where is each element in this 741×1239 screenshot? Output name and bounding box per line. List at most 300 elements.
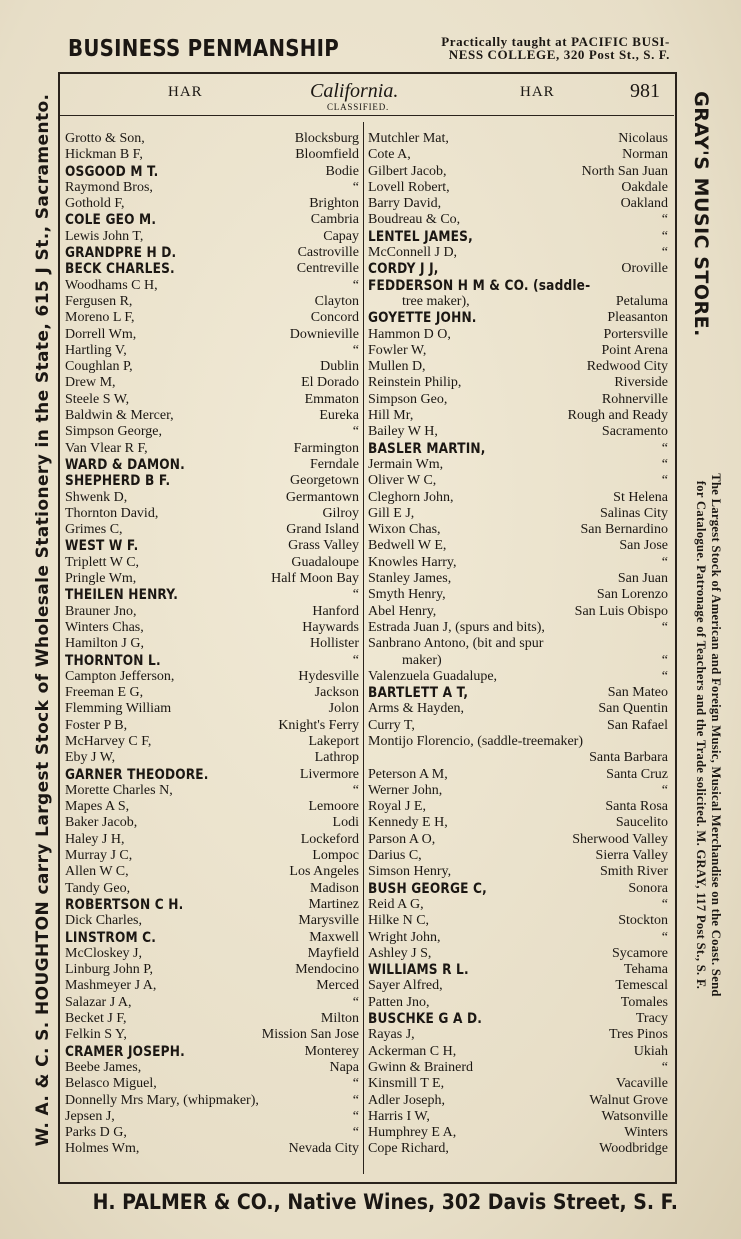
entry-place: Tehama	[623, 962, 668, 978]
directory-entry	[368, 815, 668, 831]
entry-place: Marysville	[298, 913, 359, 929]
entry-place: Dublin	[320, 359, 359, 375]
directory-entry	[368, 1109, 668, 1125]
directory-entry	[368, 995, 668, 1011]
entry-place: Lompoc	[312, 848, 359, 864]
directory-entry	[368, 359, 668, 375]
directory-entry	[368, 212, 668, 228]
directory-entry	[65, 946, 359, 962]
running-head-subtitle: CLASSIFIED.	[327, 102, 390, 112]
entry-name: BASLER MARTIN,	[368, 440, 486, 457]
entry-name: Reid A G,	[368, 896, 424, 912]
entry-name: Patten Jno,	[368, 994, 430, 1010]
entry-name: McCloskey J,	[65, 945, 142, 961]
entry-name: Freeman E G,	[65, 685, 144, 701]
entry-place: Sonora	[628, 880, 668, 896]
entry-name: Hilke N C,	[368, 913, 430, 929]
directory-entry	[368, 1044, 668, 1060]
directory-entry	[65, 767, 359, 783]
entry-place: Georgetown	[290, 473, 359, 489]
entry-place: Sycamore	[612, 945, 668, 961]
entry-place: Nicolaus	[618, 131, 668, 146]
directory-entry	[65, 897, 359, 913]
entry-place: Santa Barbara	[589, 750, 668, 766]
entry-name: Salazar J A,	[65, 994, 132, 1010]
directory-entry	[65, 832, 359, 848]
directory-entry	[368, 783, 668, 799]
entry-place: Mayfield	[307, 945, 359, 961]
directory-entry	[368, 897, 668, 913]
directory-entry	[368, 424, 668, 440]
directory-entry	[368, 522, 668, 538]
entry-place: Ferndale	[310, 456, 359, 472]
entry-place: Walnut Grove	[589, 1092, 668, 1108]
directory-entry	[65, 490, 359, 506]
entry-name: maker)	[402, 652, 442, 668]
entry-name: Reinstein Philip,	[368, 375, 462, 391]
left-side-advertisement: W. A. & C. S. HOUGHTON carry Largest Stock of Wholesale Stationery in the State, 615 J St., Sacramento.	[33, 93, 53, 1147]
entry-name: Wright John,	[368, 929, 441, 945]
entry-place: “	[352, 1108, 359, 1124]
entry-place: “	[661, 212, 668, 228]
directory-entry	[65, 864, 359, 880]
entry-name: Mapes A S,	[65, 799, 130, 815]
entry-name: Eby J W,	[65, 750, 116, 766]
entry-place: “	[661, 619, 668, 635]
directory-entry	[368, 1011, 668, 1027]
entry-place: Watsonville	[601, 1108, 668, 1124]
directory-entry	[368, 767, 668, 783]
entry-name: Smyth Henry,	[368, 587, 446, 603]
entry-name: Royal J E,	[368, 799, 426, 815]
directory-entry	[368, 930, 668, 946]
directory-entry	[65, 180, 359, 196]
directory-entry	[65, 278, 359, 294]
entry-place: San Quentin	[598, 701, 668, 717]
directory-entry	[368, 147, 668, 163]
entry-name: THEILEN HENRY.	[65, 587, 179, 604]
entry-name: Hamilton J G,	[65, 636, 144, 652]
entry-name: Darius C,	[368, 848, 422, 864]
entry-place: Napa	[329, 1059, 359, 1075]
right-side-ad-headline: GRAY'S MUSIC STORE.	[690, 91, 712, 337]
running-head	[60, 80, 672, 114]
directory-entry	[65, 1141, 359, 1157]
entry-name: Thornton David,	[65, 505, 159, 521]
directory-entry	[65, 734, 359, 750]
entry-name: Drew M,	[65, 375, 116, 391]
directory-entry	[65, 441, 359, 457]
entry-name: Gwinn & Brainerd	[368, 1059, 473, 1075]
page-number: 981	[630, 80, 660, 102]
entry-place: San Juan	[617, 571, 668, 587]
right-side-ad-line-2: for Catalogue. Patronage of Teachers and the Trade solicited. M. GRAY, 117 Post St., S. F.	[694, 480, 708, 990]
entry-place: Pleasanton	[607, 310, 668, 326]
directory-entry	[65, 164, 359, 180]
directory-entry	[368, 131, 668, 147]
right-column	[368, 131, 668, 1158]
entry-place: Monterey	[304, 1043, 359, 1059]
entry-place: “	[661, 1059, 668, 1075]
entry-name: Foster P B,	[65, 717, 128, 733]
column-divider	[363, 122, 364, 1174]
directory-entry	[368, 587, 668, 603]
entry-place: “	[352, 1076, 359, 1092]
entry-place: “	[352, 342, 359, 358]
entry-name: Gilbert Jacob,	[368, 163, 447, 179]
entry-place: “	[661, 456, 668, 472]
entry-place: Lockeford	[300, 831, 359, 847]
right-border-rule	[675, 72, 677, 1184]
running-head-title: California.	[310, 80, 399, 102]
running-head-right: HAR	[520, 84, 555, 100]
top-ad-line-1: Practically taught at PACIFIC BUSI-	[441, 34, 670, 49]
directory-entry	[65, 424, 359, 440]
entry-place: Rohnerville	[601, 391, 668, 407]
directory-entry	[65, 587, 359, 603]
entry-place: “	[352, 782, 359, 798]
top-ad-text	[340, 35, 670, 61]
entry-name: OSGOOD M T.	[65, 163, 159, 180]
directory-entry	[368, 196, 668, 212]
entry-place: San Jose	[619, 538, 668, 554]
entry-place: Winters	[624, 1125, 668, 1141]
entry-name: Simson Henry,	[368, 864, 452, 880]
entry-name: Baker Jacob,	[65, 815, 138, 831]
entry-name: Van Vlear R F,	[65, 440, 148, 456]
directory-entry	[368, 799, 668, 815]
entry-name: Cote A,	[368, 147, 411, 163]
directory-entry	[368, 832, 668, 848]
entry-place: Milton	[320, 1011, 359, 1027]
directory-entry	[368, 457, 668, 473]
entry-place: Farmington	[293, 440, 359, 456]
entry-place: Petaluma	[615, 293, 668, 309]
directory-entry	[65, 457, 359, 473]
entry-place: Oakdale	[621, 179, 668, 195]
entry-place: “	[661, 440, 668, 456]
entry-place: Smith River	[599, 864, 668, 880]
entry-place: Bloomfield	[295, 147, 359, 163]
directory-entry	[65, 620, 359, 636]
directory-entry	[368, 310, 668, 326]
directory-entry	[368, 392, 668, 408]
entry-place: Lodi	[332, 815, 359, 831]
entry-place: Santa Rosa	[605, 799, 668, 815]
entry-place: Redwood City	[586, 359, 668, 375]
entry-place: Sacramento	[601, 424, 668, 440]
entry-name: Baldwin & Mercer,	[65, 408, 174, 424]
directory-entry	[65, 701, 359, 717]
entry-place: Nevada City	[288, 1141, 359, 1157]
entry-place: Salinas City	[599, 505, 668, 521]
entry-name: WEST W F.	[65, 538, 139, 555]
directory-entry	[65, 978, 359, 994]
entry-name: Kennedy E H,	[368, 815, 448, 831]
directory-entry	[368, 636, 668, 652]
directory-entry	[368, 506, 668, 522]
entry-place: Concord	[310, 310, 359, 326]
entry-place: El Dorado	[301, 375, 359, 391]
directory-entry	[65, 1093, 359, 1109]
entry-place: “	[661, 929, 668, 945]
entry-name: Ashley J S,	[368, 945, 432, 961]
entry-name: Sayer Alfred,	[368, 978, 443, 994]
entry-name: Boudreau & Co,	[368, 212, 461, 228]
entry-name: Mashmeyer J A,	[65, 978, 157, 994]
entry-name: Hill Mr,	[368, 408, 414, 424]
directory-entry	[65, 310, 359, 326]
entry-name: BUSCHKE G A D.	[368, 1011, 483, 1028]
entry-name: Triplett W C,	[65, 554, 140, 570]
directory-entry	[65, 1125, 359, 1141]
directory-entry	[368, 408, 668, 424]
entry-name: Simpson George,	[65, 424, 162, 440]
entry-name: Hammon D O,	[368, 326, 451, 342]
entry-place: Stockton	[618, 913, 668, 929]
entry-place: Rough and Ready	[567, 408, 668, 424]
directory-entry	[65, 506, 359, 522]
entry-name: Woodhams C H,	[65, 277, 158, 293]
entry-place: Grand Island	[286, 522, 359, 538]
running-head-left: HAR	[168, 84, 203, 100]
entry-place: Saucelito	[615, 815, 668, 831]
directory-entry	[65, 1060, 359, 1076]
entry-place: Gilroy	[322, 505, 359, 521]
entry-place: “	[352, 1125, 359, 1141]
entry-name: WILLIAMS R L.	[368, 962, 469, 979]
directory-entry	[65, 1044, 359, 1060]
directory-entry	[65, 930, 359, 946]
entry-place: Portersville	[603, 326, 668, 342]
entry-name: GARNER THEODORE.	[65, 766, 209, 783]
entry-place: Tomales	[620, 994, 668, 1010]
entry-place: Brighton	[309, 196, 359, 212]
entry-place: Grass Valley	[288, 538, 359, 554]
entry-place: Capay	[323, 228, 359, 244]
entry-name: Bailey W H,	[368, 424, 438, 440]
directory-entry	[65, 245, 359, 261]
entry-name: Montijo Florencio, (saddle-treemaker)	[368, 733, 583, 749]
entry-name: Tandy Geo,	[65, 880, 131, 896]
entry-name: Ackerman C H,	[368, 1043, 457, 1059]
directory-entry	[368, 1093, 668, 1109]
directory-entry	[65, 750, 359, 766]
directory-entry	[65, 881, 359, 897]
entry-place: Woodbridge	[599, 1141, 668, 1157]
directory-entry	[65, 375, 359, 391]
entry-name: Jepsen J,	[65, 1108, 115, 1124]
entry-name: Estrada Juan J, (spurs and bits),	[368, 619, 545, 635]
entry-place: Bodie	[325, 163, 359, 179]
directory-entry	[368, 913, 668, 929]
entry-place: Castroville	[297, 245, 359, 261]
directory-entry	[65, 718, 359, 734]
entry-name: Fergusen R,	[65, 293, 133, 309]
entry-name: Donnelly Mrs Mary, (whipmaker),	[65, 1092, 259, 1108]
entry-name: McConnell J D,	[368, 245, 458, 261]
entry-name: Shwenk D,	[65, 489, 128, 505]
entry-name: Steele S W,	[65, 391, 130, 407]
entry-name: Flemming William	[65, 701, 172, 717]
entry-place: Maxwell	[309, 929, 359, 945]
entry-place: Sierra Valley	[595, 848, 668, 864]
bottom-advertisement: H. PALMER & CO., Native Wines, 302 Davis Street, S. F.	[92, 1190, 678, 1214]
directory-entry	[368, 701, 668, 717]
directory-entry	[65, 669, 359, 685]
directory-entry	[65, 343, 359, 359]
directory-entry	[65, 1076, 359, 1092]
entry-name: Cope Richard,	[368, 1141, 449, 1157]
directory-entry	[65, 294, 359, 310]
directory-entry	[368, 441, 668, 457]
entry-name: Gothold F,	[65, 196, 125, 212]
directory-entry	[368, 229, 668, 245]
bottom-rule	[58, 1182, 676, 1184]
entry-place: San Rafael	[606, 717, 668, 733]
entry-name: Haley J H,	[65, 831, 125, 847]
directory-entry	[368, 1125, 668, 1141]
directory-entry	[368, 538, 668, 554]
top-rule	[58, 72, 676, 74]
directory-entry	[368, 327, 668, 343]
entry-name: Coughlan P,	[65, 359, 133, 375]
directory-entry	[368, 750, 668, 766]
directory-entry	[368, 261, 668, 277]
directory-entry	[368, 571, 668, 587]
directory-entry	[368, 164, 668, 180]
entry-place: Mendocino	[295, 962, 359, 978]
entry-name: COLE GEO M.	[65, 212, 157, 229]
entry-place: San Mateo	[607, 685, 668, 701]
entry-name: Humphrey E A,	[368, 1125, 457, 1141]
entry-name: Winters Chas,	[65, 619, 144, 635]
entry-place: Martinez	[308, 896, 359, 912]
directory-entry	[65, 538, 359, 554]
directory-entry	[65, 555, 359, 571]
directory-entry	[368, 490, 668, 506]
directory-entry	[65, 1109, 359, 1125]
entry-name: LINSTROM C.	[65, 929, 157, 946]
entry-place: Germantown	[285, 489, 359, 505]
directory-entry	[65, 913, 359, 929]
right-side-ad-text	[689, 305, 723, 1165]
entry-name: Simpson Geo,	[368, 391, 448, 407]
entry-name: Brauner Jno,	[65, 603, 137, 619]
directory-entry	[368, 669, 668, 685]
directory-entry	[65, 783, 359, 799]
directory-entry	[65, 604, 359, 620]
entry-place: North San Juan	[581, 163, 668, 179]
entry-name: Becket J F,	[65, 1011, 127, 1027]
directory-entry	[368, 881, 668, 897]
directory-entry	[368, 180, 668, 196]
entry-name: CORDY J J,	[368, 261, 439, 278]
entry-name: GRANDPRE H D.	[65, 245, 177, 262]
entry-place: Mission San Jose	[261, 1027, 359, 1043]
entry-place: “	[352, 587, 359, 603]
entry-place: “	[661, 228, 668, 244]
entry-place: Knight's Ferry	[278, 717, 359, 733]
directory-entry	[368, 1141, 668, 1157]
directory-entry	[368, 555, 668, 571]
entry-name: Hartling V,	[65, 342, 127, 358]
directory-entry	[65, 995, 359, 1011]
entry-place: “	[661, 896, 668, 912]
entry-place: Madison	[310, 880, 359, 896]
entry-place: Tracy	[635, 1011, 668, 1027]
directory-entry	[65, 1027, 359, 1043]
entry-place: Haywards	[302, 619, 359, 635]
entry-name: Dick Charles,	[65, 913, 142, 929]
entry-name: Wixon Chas,	[368, 522, 441, 538]
entry-place: “	[352, 424, 359, 440]
entry-name: Lovell Robert,	[368, 179, 450, 195]
directory-entry	[368, 946, 668, 962]
entry-place: Hollister	[310, 636, 359, 652]
directory-entry	[368, 294, 668, 310]
entry-place: “	[661, 554, 668, 570]
entry-name: THORNTON L.	[65, 652, 161, 669]
entry-place: San Bernardino	[580, 522, 668, 538]
entry-name: Moreno L F,	[65, 310, 135, 326]
entry-place: “	[352, 179, 359, 195]
entry-place: “	[352, 652, 359, 668]
directory-entry	[65, 653, 359, 669]
entry-place: “	[661, 652, 668, 668]
directory-entry	[65, 327, 359, 343]
entry-name: Dorrell Wm,	[65, 326, 137, 342]
entry-place: Hanford	[312, 603, 359, 619]
entry-name: WARD & DAMON.	[65, 456, 185, 473]
directory-entry	[65, 359, 359, 375]
entry-name: Holmes Wm,	[65, 1141, 140, 1157]
entry-name: Lewis John T,	[65, 228, 144, 244]
entry-place: Temescal	[615, 978, 668, 994]
entry-name: Arms & Hayden,	[368, 701, 465, 717]
directory-entry	[65, 522, 359, 538]
entry-place: San Luis Obispo	[574, 603, 668, 619]
entry-place: Lemoore	[308, 799, 359, 815]
entry-place: Downieville	[289, 326, 359, 342]
entry-name: GOYETTE JOHN.	[368, 310, 477, 327]
entry-place: Merced	[316, 978, 359, 994]
entry-place: Eureka	[319, 408, 359, 424]
entry-name: LENTEL JAMES,	[368, 228, 473, 245]
entry-name: Raymond Bros,	[65, 179, 153, 195]
directory-entry	[65, 229, 359, 245]
entry-place: “	[352, 994, 359, 1010]
entry-place: St Helena	[613, 489, 668, 505]
entry-name: Morette Charles N,	[65, 782, 173, 798]
entry-place: Tres Pinos	[608, 1027, 668, 1043]
entry-name: Parks D G,	[65, 1125, 127, 1141]
directory-entry	[65, 196, 359, 212]
entry-place: Oakland	[620, 196, 668, 212]
entry-name: Curry T,	[368, 717, 415, 733]
entry-place: “	[661, 245, 668, 261]
entry-name: ROBERTSON C H.	[65, 896, 184, 913]
entry-place: Ukiah	[633, 1043, 668, 1059]
entry-place: Lathrop	[314, 750, 359, 766]
entry-name: BECK CHARLES.	[65, 261, 175, 278]
directory-entry	[368, 978, 668, 994]
directory-entry	[368, 604, 668, 620]
directory-entry	[368, 718, 668, 734]
directory-entry	[368, 245, 668, 261]
entry-place: Jolon	[328, 701, 359, 717]
entry-place: Half Moon Bay	[271, 571, 359, 587]
